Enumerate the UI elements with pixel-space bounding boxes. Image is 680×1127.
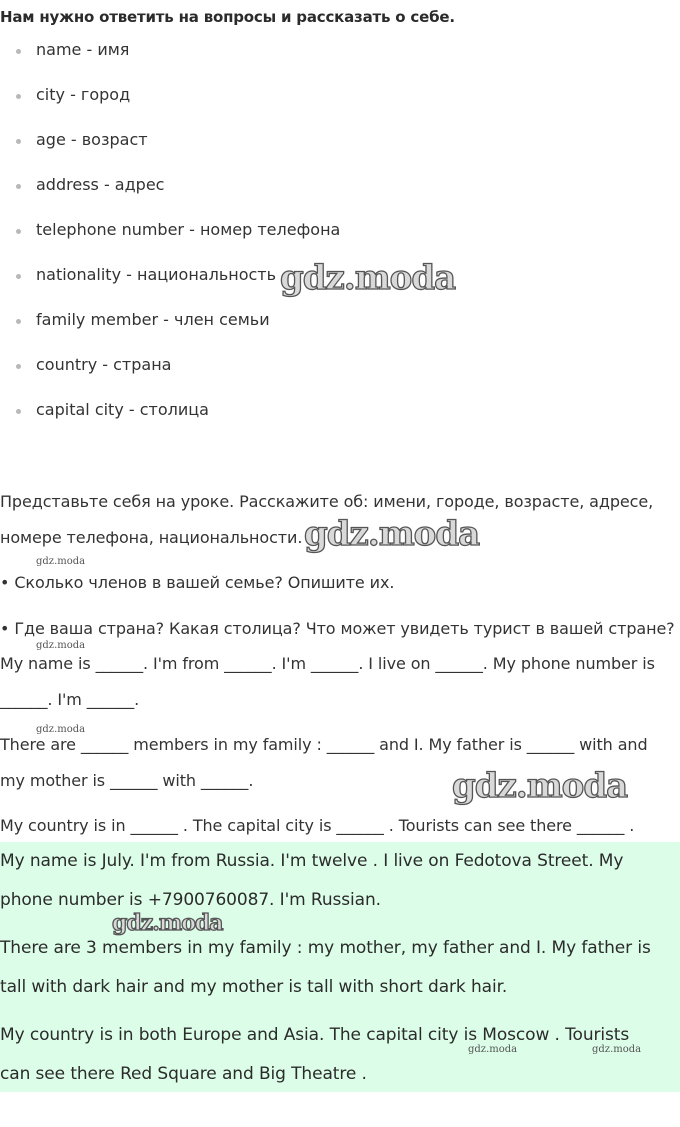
task-line: Представьте себя на уроке. Расскажите об: имени, городе, возрасте, адресе,: [0, 492, 654, 511]
answer-line: tall with dark hair and my mother is tall with short dark hair.: [0, 977, 508, 997]
watermark-logo: gdz.moda: [280, 258, 456, 298]
template-line: There are ______ members in my family : ______ and I. My father is ______ with and: [0, 735, 648, 754]
watermark-small: gdz.moda: [468, 1044, 518, 1055]
bullet-icon: [16, 364, 21, 369]
watermark-small: gdz.moda: [36, 724, 86, 735]
template-line: My name is ______. I'm from ______. I'm ______. I live on ______. My phone number is: [0, 654, 655, 673]
template-line: My country is in ______ . The capital city is ______ . Tourists can see there ______ .: [0, 816, 635, 835]
bullet-icon: [16, 319, 21, 324]
task-question: • Где ваша страна? Какая столица? Что может увидеть турист в вашей стране?: [0, 619, 675, 638]
template-line: ______. I'm ______.: [0, 690, 140, 709]
bullet-icon: [16, 409, 21, 414]
task-question: • Сколько членов в вашей семье? Опишите их.: [0, 573, 395, 592]
template-line: my mother is ______ with ______.: [0, 771, 254, 790]
watermark-logo: gdz.moda: [452, 766, 628, 806]
watermark-logo: gdz.moda: [304, 514, 480, 554]
watermark-logo: gdz.moda: [112, 910, 223, 936]
answer-line: There are 3 members in my family : my mother, my father and I. My father is: [0, 938, 651, 958]
bullet-icon: [16, 229, 21, 234]
bullet-icon: [16, 274, 21, 279]
bullet-icon: [16, 49, 21, 54]
answer-line: can see there Red Square and Big Theatre .: [0, 1064, 367, 1084]
bullet-icon: [16, 184, 21, 189]
answer-line: phone number is +7900760087. I'm Russian.: [0, 890, 381, 910]
answer-line: My name is July. I'm from Russia. I'm twelve . I live on Fedotova Street. My: [0, 851, 624, 871]
intro-heading: Нам нужно ответить на вопросы и рассказать о себе.: [0, 8, 455, 26]
bullet-icon: [16, 139, 21, 144]
bullet-icon: [16, 94, 21, 99]
watermark-small: gdz.moda: [592, 1044, 642, 1055]
answer-block: [0, 842, 680, 1092]
task-line: номере телефона, национальности.: [0, 528, 303, 547]
watermark-small: gdz.moda: [36, 640, 86, 651]
watermark-small: gdz.moda: [36, 556, 86, 567]
answer-line: My country is in both Europe and Asia. The capital city is Moscow . Tourists: [0, 1025, 630, 1045]
